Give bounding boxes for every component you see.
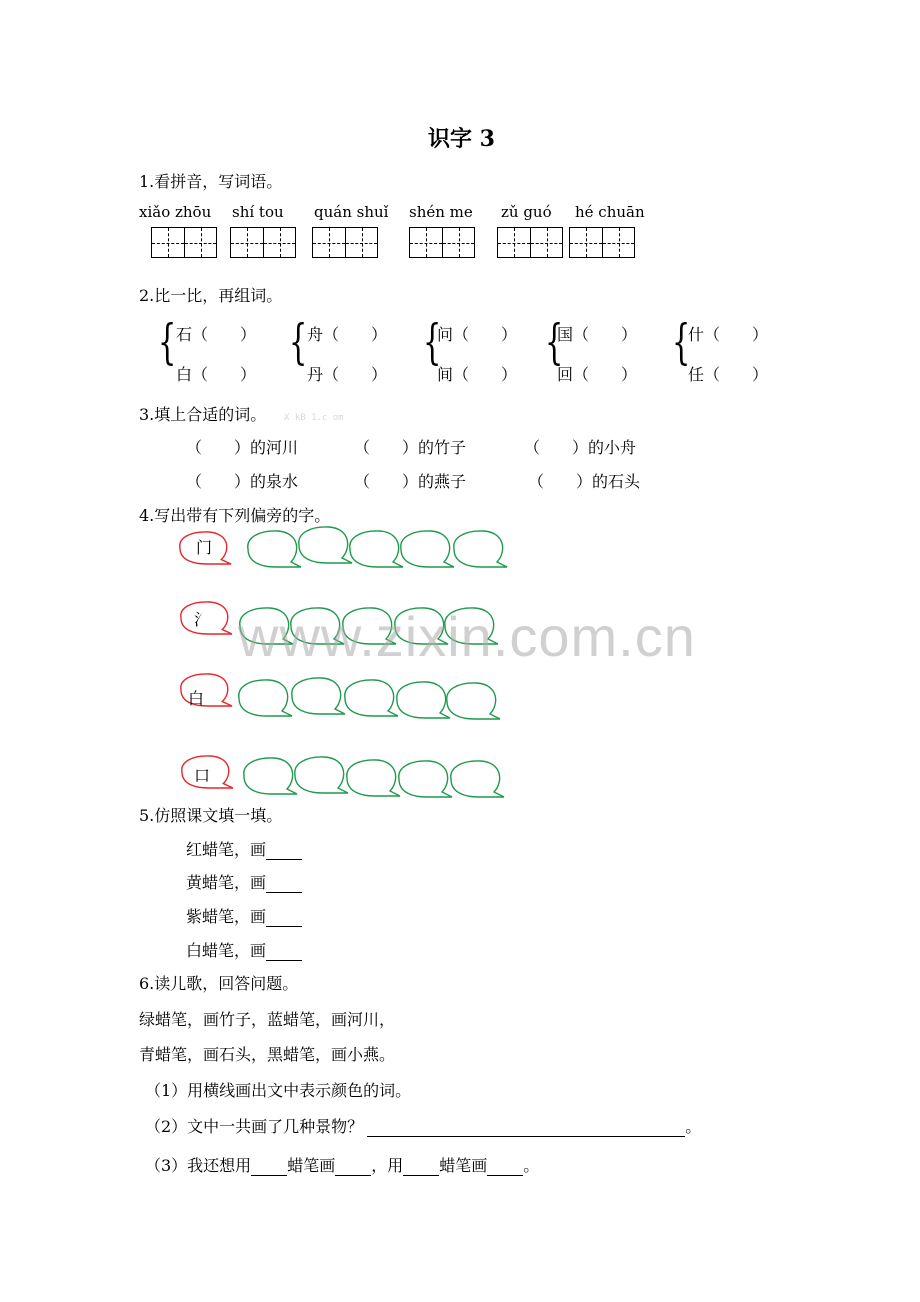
q5-blank-1[interactable] bbox=[266, 859, 302, 860]
q5-blank-3[interactable] bbox=[266, 926, 302, 927]
answer-bubble-4-2[interactable] bbox=[295, 757, 348, 793]
brace-5: { bbox=[672, 314, 691, 370]
answer-bubble-1-5[interactable] bbox=[454, 531, 507, 567]
answer-bubble-3-4[interactable] bbox=[397, 682, 450, 718]
q5-line-3-text: 紫蜡笔，画 bbox=[186, 907, 267, 926]
q6-sub2-end: 。 bbox=[685, 1117, 702, 1136]
q2-pair1-bottom[interactable]: 白（ ） bbox=[176, 365, 257, 384]
answer-bubble-3-5[interactable] bbox=[447, 683, 500, 719]
q3-r1-c2[interactable]: （ ）的竹子 bbox=[354, 438, 467, 457]
q6-sub1: （1）用横线画出文中表示颜色的词。 bbox=[145, 1081, 412, 1100]
q2-pair5-bottom[interactable]: 任（ ） bbox=[688, 365, 769, 384]
radical-1: 门 bbox=[196, 538, 213, 557]
answer-bubble-1-2[interactable] bbox=[299, 527, 352, 563]
q2-pair2-top[interactable]: 舟（ ） bbox=[307, 325, 388, 344]
q3-heading: 3.填上合适的词。 bbox=[139, 405, 267, 424]
q3-r2-c3[interactable]: （ ）的石头 bbox=[528, 472, 641, 491]
q5-blank-2[interactable] bbox=[266, 892, 302, 893]
q1-heading: 1.看拼音，写词语。 bbox=[139, 172, 283, 191]
answer-bubble-1-3[interactable] bbox=[350, 531, 403, 567]
radical-4: 口 bbox=[194, 766, 211, 785]
answer-bubble-3-1[interactable] bbox=[239, 680, 292, 716]
q6-sub3-a: （3）我还想用 bbox=[145, 1156, 252, 1175]
pinyin-3: quán shuǐ bbox=[314, 203, 389, 221]
q6-sub3[interactable] bbox=[145, 1156, 539, 1176]
q3-r2-c1[interactable]: （ ）的泉水 bbox=[186, 472, 299, 491]
q3-r2-c2[interactable]: （ ）的燕子 bbox=[354, 472, 467, 491]
q2-pair4-bottom[interactable]: 回（ ） bbox=[557, 365, 638, 384]
q6-sub3-blank-1[interactable] bbox=[251, 1175, 287, 1176]
faint-mark: X kB 1.c om bbox=[284, 413, 344, 423]
q2-pair1-top[interactable]: 石（ ） bbox=[176, 325, 257, 344]
q2-pair3-bottom[interactable]: 间（ ） bbox=[437, 365, 518, 384]
q2-heading: 2.比一比，再组词。 bbox=[139, 286, 283, 305]
q5-blank-4[interactable] bbox=[266, 960, 302, 961]
q6-sub3-b: 蜡笔画 bbox=[287, 1156, 336, 1175]
answer-bubble-4-1[interactable] bbox=[244, 758, 297, 794]
q6-sub3-e: 。 bbox=[523, 1156, 540, 1175]
q2-pair5-top[interactable]: 什（ ） bbox=[688, 325, 769, 344]
q6-sub2-text: （2）文中一共画了几种景物？ bbox=[145, 1117, 364, 1136]
pinyin-6: hé chuān bbox=[575, 203, 645, 221]
answer-bubble-3-2[interactable] bbox=[292, 678, 345, 714]
q4-heading: 4.写出带有下列偏旁的字。 bbox=[139, 506, 331, 525]
q2-pair4-top[interactable]: 国（ ） bbox=[557, 325, 638, 344]
q5-line-2-text: 黄蜡笔，画 bbox=[186, 873, 267, 892]
brace-3: { bbox=[423, 314, 442, 370]
brace-4: { bbox=[545, 314, 564, 370]
q6-sub3-blank-4[interactable] bbox=[487, 1175, 523, 1176]
q5-line-1-text: 红蜡笔，画 bbox=[186, 840, 267, 859]
radical-3: 白 bbox=[188, 689, 205, 708]
brace-1: { bbox=[158, 314, 177, 370]
q6-sub3-d: 蜡笔画 bbox=[439, 1156, 488, 1175]
q6-heading: 6.读儿歌，回答问题。 bbox=[139, 974, 299, 993]
q6-sub3-c: ，用 bbox=[371, 1156, 404, 1175]
q6-sub2-answer-line[interactable] bbox=[367, 1136, 685, 1137]
answer-bubble-3-3[interactable] bbox=[345, 680, 398, 716]
q2-pair3-top[interactable]: 问（ ） bbox=[437, 325, 518, 344]
answer-bubble-4-5[interactable] bbox=[451, 761, 504, 797]
q6-sub3-blank-2[interactable] bbox=[335, 1175, 371, 1176]
brace-2: { bbox=[289, 314, 308, 370]
page-title: 识字 3 bbox=[428, 126, 495, 152]
q3-r1-c3[interactable]: （ ）的小舟 bbox=[524, 438, 637, 457]
pinyin-2: shí tou bbox=[232, 203, 284, 221]
q2-pair2-bottom[interactable]: 丹（ ） bbox=[307, 365, 388, 384]
poem-line-1: 绿蜡笔，画竹子，蓝蜡笔，画河川， bbox=[139, 1010, 396, 1029]
answer-bubble-4-3[interactable] bbox=[347, 760, 400, 796]
q5-line-4-text: 白蜡笔，画 bbox=[186, 941, 267, 960]
pinyin-5: zǔ guó bbox=[501, 203, 552, 221]
q5-line-2[interactable] bbox=[186, 873, 302, 893]
radical-2: 氵 bbox=[194, 610, 211, 629]
pinyin-1: xiǎo zhōu bbox=[139, 203, 212, 221]
q6-sub2[interactable] bbox=[145, 1117, 701, 1137]
q5-line-3[interactable] bbox=[186, 907, 302, 927]
answer-bubble-4-4[interactable] bbox=[399, 761, 452, 797]
q6-sub3-blank-3[interactable] bbox=[403, 1175, 439, 1176]
q5-heading: 5.仿照课文填一填。 bbox=[139, 806, 283, 825]
poem-line-2: 青蜡笔，画石头，黑蜡笔，画小燕。 bbox=[139, 1045, 396, 1064]
q5-line-1[interactable] bbox=[186, 840, 302, 860]
answer-bubble-1-4[interactable] bbox=[401, 531, 454, 567]
q3-r1-c1[interactable]: （ ）的河川 bbox=[186, 438, 299, 457]
answer-bubble-1-1[interactable] bbox=[248, 531, 301, 567]
q5-line-4[interactable] bbox=[186, 941, 302, 961]
watermark: www.zixin.com.cn bbox=[238, 605, 696, 668]
pinyin-4: shén me bbox=[409, 203, 473, 221]
